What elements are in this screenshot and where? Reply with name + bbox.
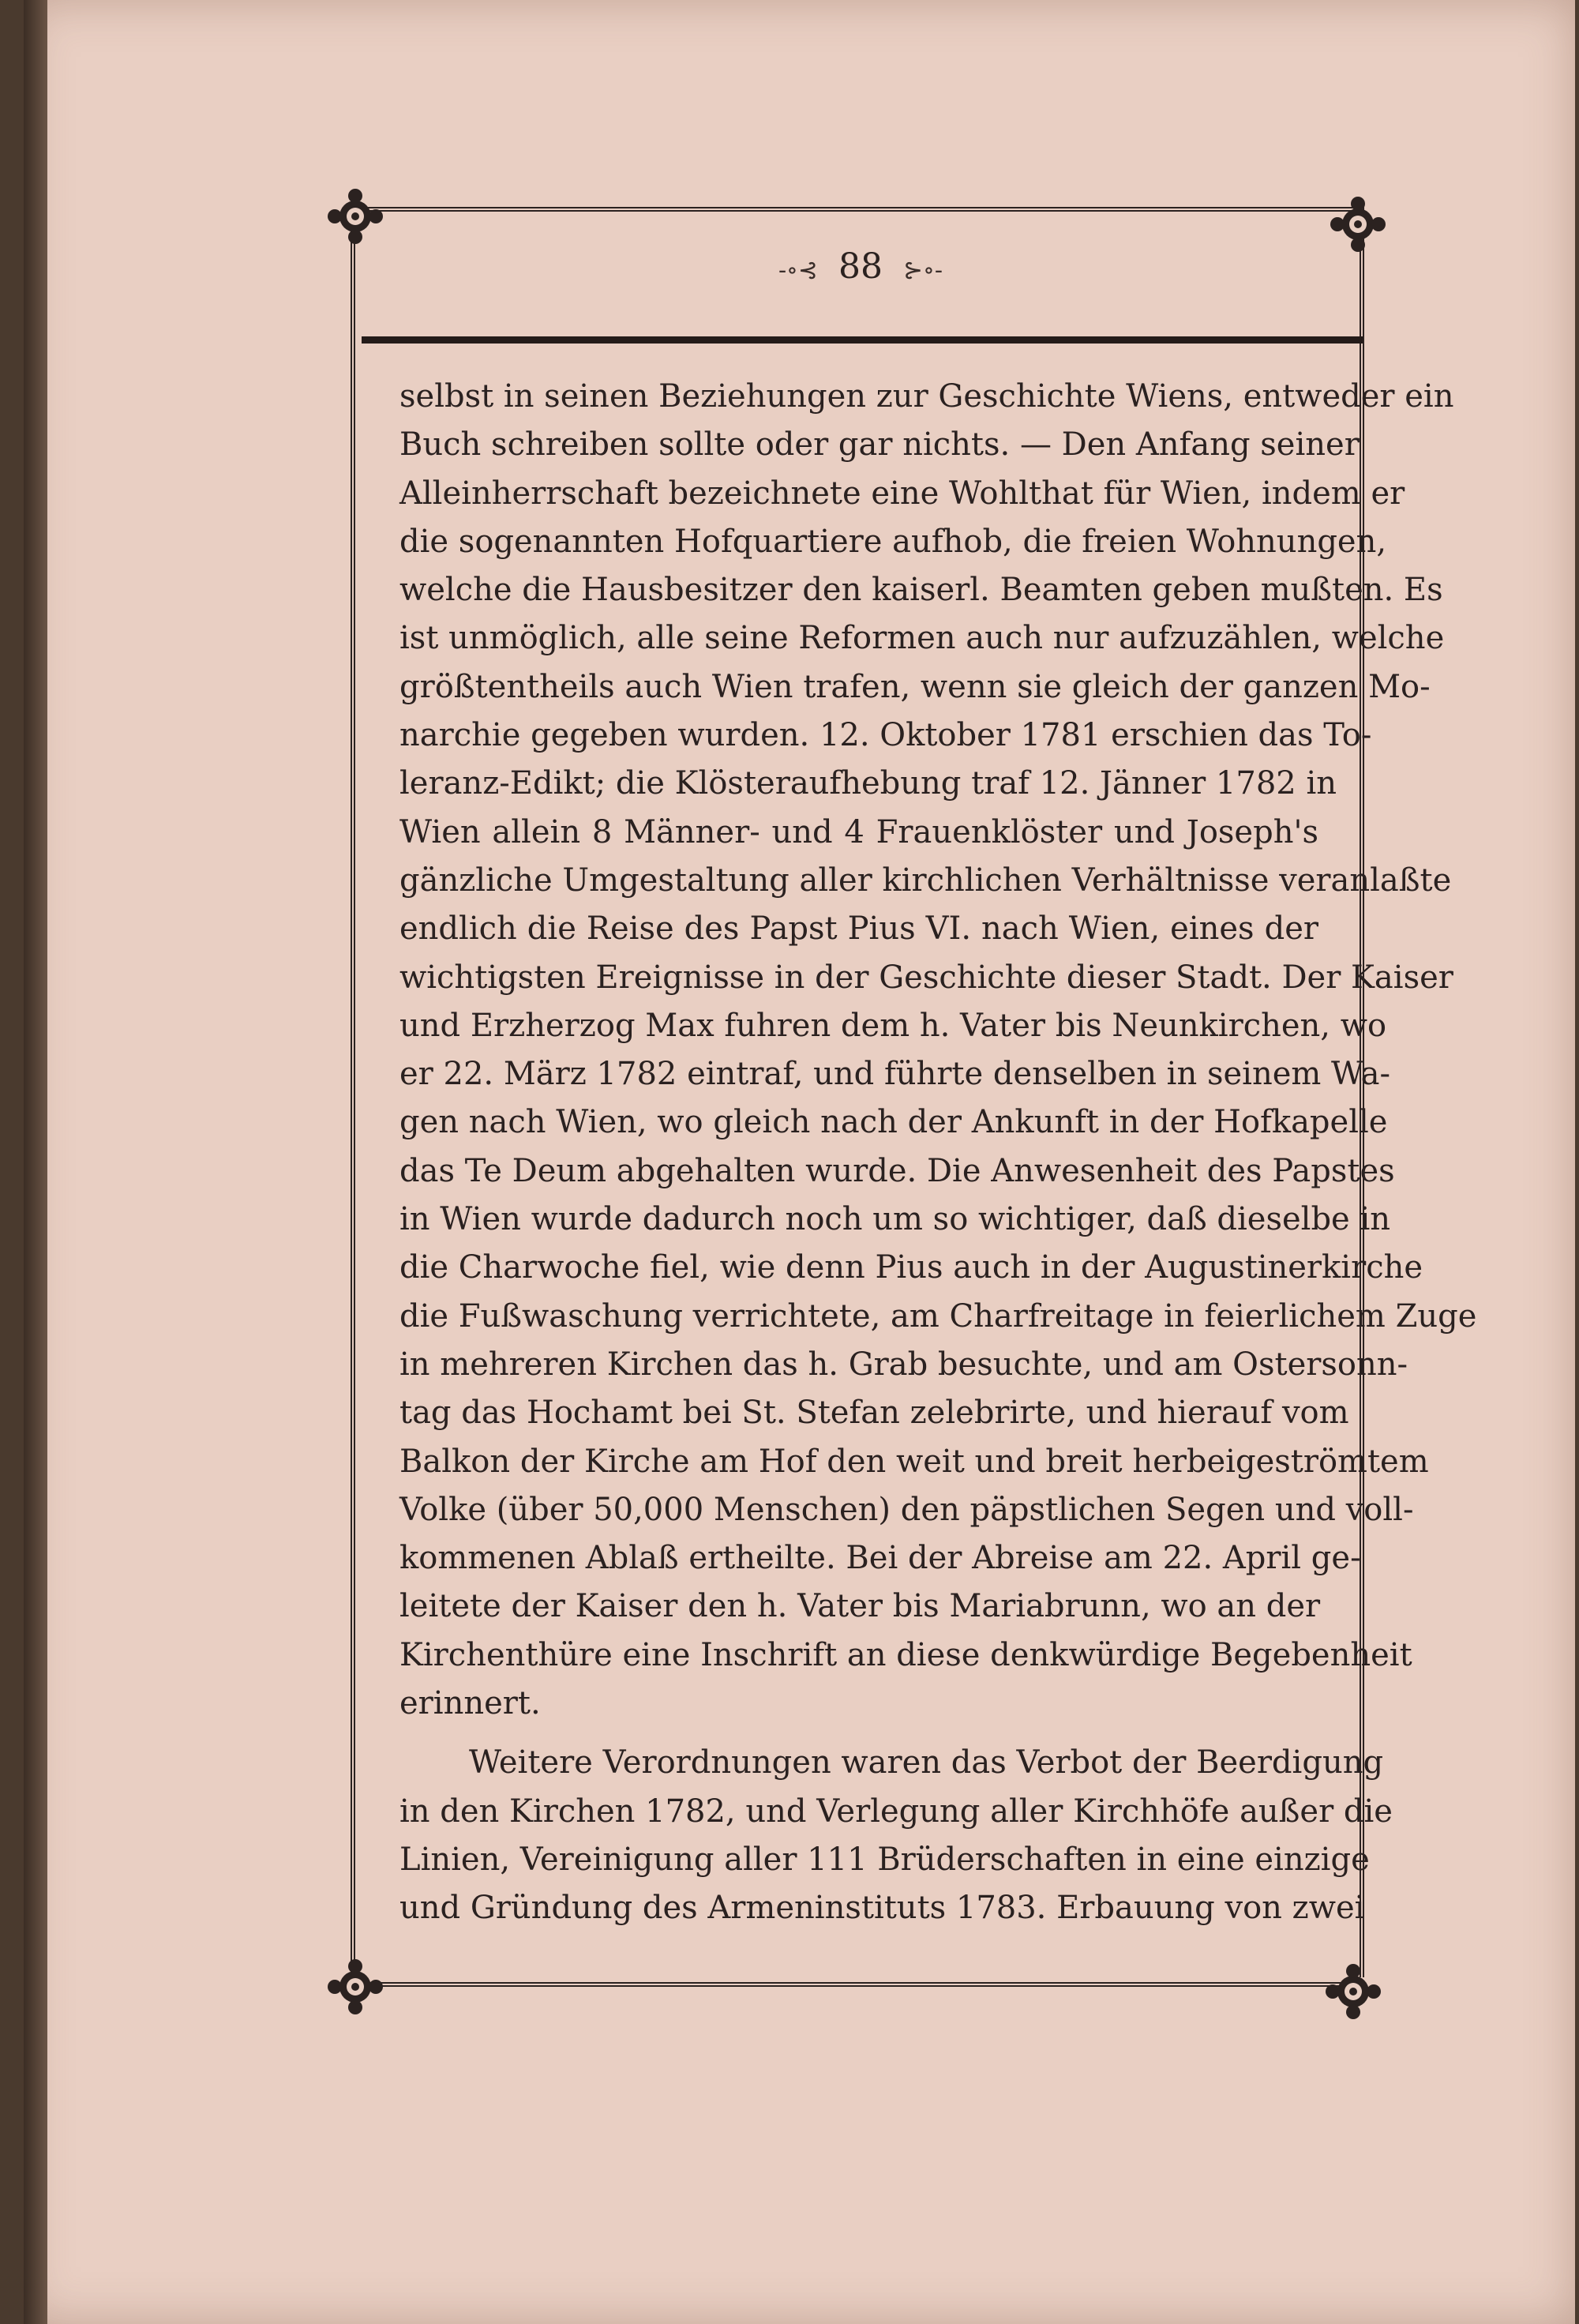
text-line: selbst in seinen Beziehungen zur Geschichte Wiens, entweder ein bbox=[399, 378, 1454, 415]
bottom-border-rule bbox=[351, 1982, 1360, 1987]
body-text bbox=[399, 373, 1477, 1933]
header-rule bbox=[362, 336, 1363, 344]
text-line: leitete der Kaiser den h. Vater bis Mariabrunn, wo an der bbox=[399, 1588, 1321, 1625]
text-line: in mehreren Kirchen das h. Grab besuchte, und am Ostersonn- bbox=[399, 1346, 1408, 1383]
text-line: die Charwoche fiel, wie denn Pius auch in der Augustinerkirche bbox=[399, 1249, 1423, 1286]
corner-ornament-icon bbox=[325, 186, 385, 246]
text-line: wichtigsten Ereignisse in der Geschichte dieser Stadt. Der Kaiser bbox=[399, 959, 1453, 996]
page-number bbox=[758, 246, 963, 287]
text-line: das Te Deum abgehalten wurde. Die Anwesenheit des Papstes bbox=[399, 1152, 1395, 1189]
text-line: gen nach Wien, wo gleich nach der Ankunft in der Hofkapelle bbox=[399, 1104, 1388, 1141]
text-line: ist unmöglich, alle seine Reformen auch nur aufzuzählen, welche bbox=[399, 620, 1445, 657]
book-spine bbox=[24, 0, 47, 2324]
text-line: welche die Hausbesitzer den kaiserl. Beamten geben mußten. Es bbox=[399, 572, 1443, 609]
text-line: in den Kirchen 1782, und Verlegung aller Kirchhöfe außer die bbox=[399, 1793, 1393, 1830]
text-line: gänzliche Umgestaltung aller kirchlichen Verhältnisse veranlaßte bbox=[399, 862, 1452, 899]
text-line: Wien allein 8 Männer- und 4 Frauenklöster und Joseph's bbox=[399, 813, 1318, 850]
text-line: kommenen Ablaß ertheilte. Bei der Abreise am 22. April ge- bbox=[399, 1540, 1361, 1577]
text-line: Balkon der Kirche am Hof den weit und breit herbeigeströmtem bbox=[399, 1443, 1429, 1480]
text-line: die sogenannten Hofquartiere aufhob, die freien Wohnungen, bbox=[399, 523, 1387, 560]
text-line: tag das Hochamt bei St. Stefan zelebrirte, und hierauf vom bbox=[399, 1395, 1349, 1432]
text-line: und Gründung des Armeninstituts 1783. Erbauung von zwei bbox=[399, 1890, 1365, 1927]
top-border-rule bbox=[351, 207, 1360, 212]
text-line: Buch schreiben sollte oder gar nichts. — Den Anfang seiner bbox=[399, 426, 1360, 464]
text-line: Linien, Vereinigung aller 111 Brüderschaften in eine einzige bbox=[399, 1841, 1370, 1878]
text-line: und Erzherzog Max fuhren dem h. Vater bis Neunkirchen, wo bbox=[399, 1007, 1387, 1044]
text-line: Weitere Verordnungen waren das Verbot der Beerdigung bbox=[469, 1744, 1384, 1781]
text-line: er 22. März 1782 eintraf, und führte denselben in seinem Wa- bbox=[399, 1056, 1391, 1093]
text-line: Volke (über 50,000 Menschen) den päpstlichen Segen und voll- bbox=[399, 1491, 1414, 1528]
corner-ornament-icon bbox=[1328, 194, 1388, 254]
text-line: leranz-Edikt; die Klösteraufhebung traf 12. Jänner 1782 in bbox=[399, 765, 1337, 802]
corner-ornament-icon bbox=[1323, 1962, 1383, 2022]
text-line: in Wien wurde dadurch noch um so wichtiger, daß dieselbe in bbox=[399, 1201, 1390, 1238]
text-line: endlich die Reise des Papst Pius VI. nach Wien, eines der bbox=[399, 910, 1318, 948]
text-line: Kirchenthüre eine Inschrift an diese denkwürdige Begebenheit bbox=[399, 1636, 1412, 1673]
page-number-value: 88 bbox=[838, 246, 883, 287]
page-number-ornament-right: ⊱∘- bbox=[903, 257, 943, 284]
text-line: erinnert. bbox=[399, 1685, 541, 1722]
page-number-ornament-left: -∘⊰ bbox=[778, 257, 818, 284]
text-line: Alleinherrschaft bezeichnete eine Wohlthat für Wien, indem er bbox=[399, 475, 1405, 512]
corner-ornament-icon bbox=[325, 1957, 385, 2017]
text-line: größtentheils auch Wien trafen, wenn sie gleich der ganzen Mo- bbox=[399, 668, 1431, 705]
paragraph-gap bbox=[399, 1728, 1318, 1739]
text-line: narchie gegeben wurden. 12. Oktober 1781 erschien das To- bbox=[399, 717, 1372, 754]
text-line: die Fußwaschung verrichtete, am Charfreitage in feierlichem Zuge bbox=[399, 1297, 1477, 1335]
